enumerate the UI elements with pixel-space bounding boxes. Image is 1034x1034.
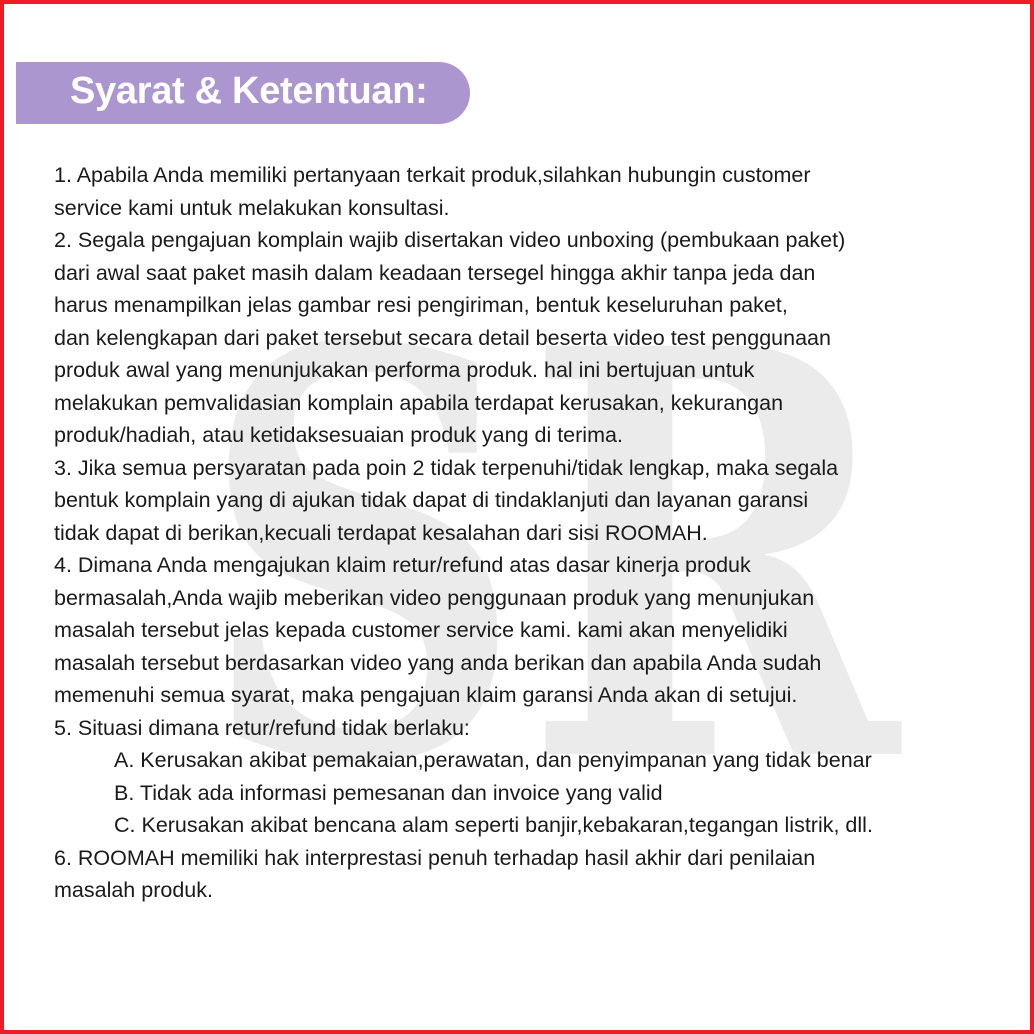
term-line: masalah tersebut jelas kepada customer service kami. kami akan menyelidiki: [54, 618, 788, 642]
term-subitem: C. Kerusakan akibat bencana alam seperti banjir,kebakaran,tegangan listrik, dll.: [114, 813, 873, 837]
term-subitem: A. Kerusakan akibat pemakaian,perawatan, dan penyimpanan yang tidak benar: [114, 748, 872, 772]
term-line: harus menampilkan jelas gambar resi pengiriman, bentuk keseluruhan paket,: [54, 293, 788, 317]
term-line: 4. Dimana Anda mengajukan klaim retur/refund atas dasar kinerja produk: [54, 553, 751, 577]
term-line: dan kelengkapan dari paket tersebut secara detail beserta video test penggunaan: [54, 325, 831, 350]
watermark-text: SR: [199, 304, 905, 774]
term-subitem: B. Tidak ada informasi pemesanan dan invoice yang valid: [114, 780, 663, 805]
term-line: 6. ROOMAH memiliki hak interprestasi penuh terhadap hasil akhir dari penilaian: [54, 845, 816, 870]
term-line: masalah tersebut berdasarkan video yang anda berikan dan apabila Anda sudah: [54, 650, 822, 675]
term-line: service kami untuk melakukan konsultasi.: [54, 195, 450, 220]
term-line: produk/hadiah, atau ketidaksesuaian produk yang di terima.: [54, 423, 623, 447]
term-line: 2. Segala pengajuan komplain wajib disertakan video unboxing (pembukaan paket): [54, 228, 846, 252]
term-line: 5. Situasi dimana retur/refund tidak berlaku:: [54, 715, 470, 740]
term-line: produk awal yang menunjukakan performa produk. hal ini bertujuan untuk: [54, 358, 755, 382]
term-line: memenuhi semua syarat, maka pengajuan klaim garansi Anda akan di setujui.: [54, 683, 798, 707]
term-line: 1. Apabila Anda memiliki pertanyaan terkait produk,silahkan hubungin customer: [54, 163, 811, 187]
terms-list: [54, 159, 1014, 907]
page-title: Syarat & Ketentuan:: [70, 70, 428, 112]
term-line: melakukan pemvalidasian komplain apabila terdapat kerusakan, kekurangan: [54, 390, 784, 415]
title-banner: [16, 62, 470, 124]
term-line: dari awal saat paket masih dalam keadaan tersegel hingga akhir tanpa jeda dan: [54, 260, 816, 285]
term-line: masalah produk.: [54, 878, 213, 902]
term-line: bentuk komplain yang di ajukan tidak dapat di tindaklanjuti dan layanan garansi: [54, 488, 809, 512]
term-line: 3. Jika semua persyaratan pada poin 2 tidak terpenuhi/tidak lengkap, maka segala: [54, 455, 839, 480]
term-line: bermasalah,Anda wajib meberikan video penggunaan produk yang menunjukan: [54, 585, 815, 610]
term-line: tidak dapat di berikan,kecuali terdapat kesalahan dari sisi ROOMAH.: [54, 520, 708, 545]
